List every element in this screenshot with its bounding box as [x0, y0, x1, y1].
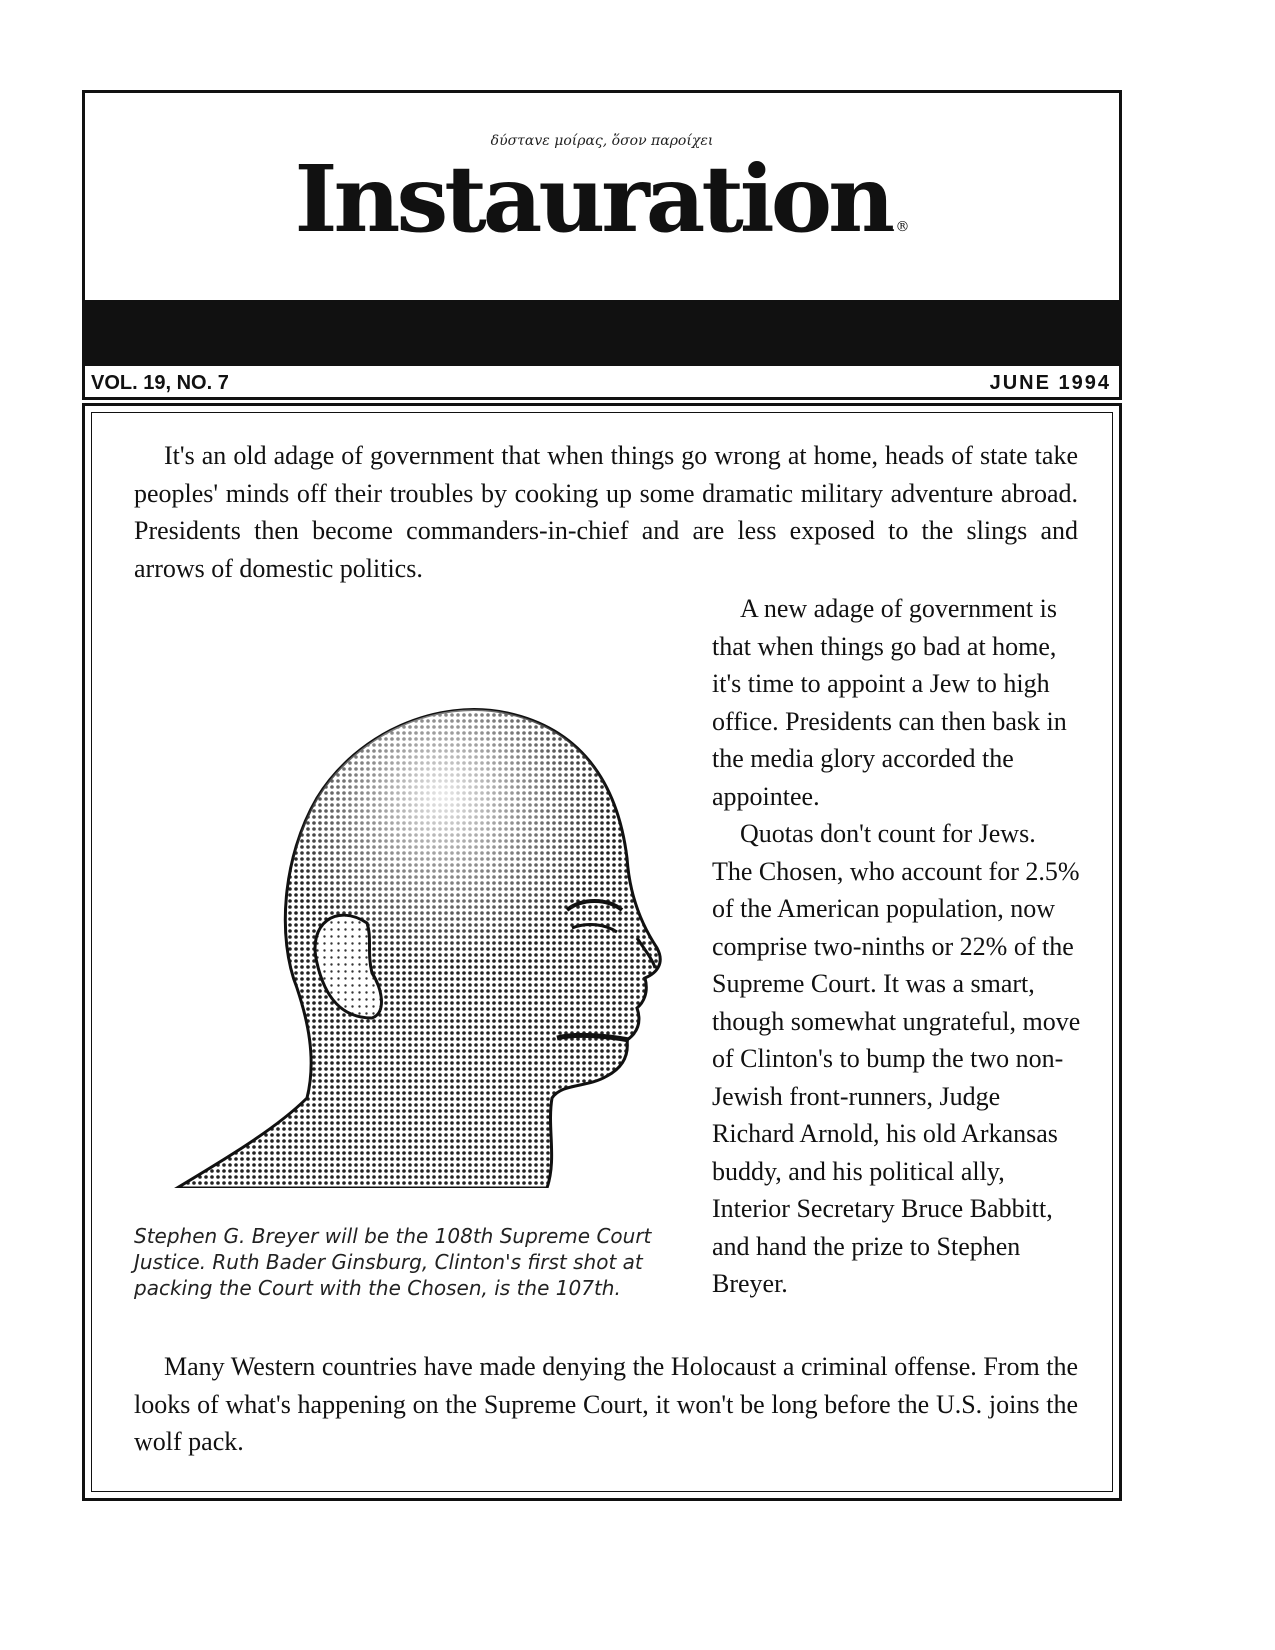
breyer-portrait-illustration — [167, 688, 667, 1188]
masthead — [82, 90, 1122, 400]
greek-motto: δύσταvε μοίρας, ὅσον παροίχει — [490, 133, 714, 149]
portrait-caption: Stephen G. Breyer will be the 108th Supreme Court Justice. Ruth Bader Ginsburg, Clinton's first shot at packing the Court with the Chosen, is the 107th. — [134, 1224, 652, 1300]
issue-bar — [85, 363, 1119, 401]
article-inner-frame — [91, 412, 1113, 1492]
masthead-black-bar — [85, 300, 1119, 363]
masthead-title — [85, 145, 1119, 253]
article-paragraph-1: It's an old adage of government that when things go wrong at home, heads of state take peoples' minds off their troubles by cooking up some dramatic military adventure abroad. Presidents then become commanders-in-chief and are less exposed to the slings and arrows of domestic politics. — [134, 441, 1078, 583]
title-text: Instauration — [294, 145, 892, 253]
article-paragraph-2: A new adage of government is that when things go bad at home, it's time to appoint a Jew to high office. Presidents can then bask in the media glory accorded the appointee. — [712, 594, 1067, 811]
article-paragraph-4: Many Western countries have made denying the Holocaust a criminal offense. From the looks of what's happening on the Supreme Court, it won't be long before the U.S. joins the wolf pack. — [134, 1352, 1078, 1456]
issue-date: JUNE 1994 — [989, 372, 1111, 394]
article-frame — [82, 403, 1122, 1501]
registered-mark: .® — [891, 219, 910, 235]
volume-number: VOL. 19, NO. 7 — [91, 372, 229, 394]
right-column — [712, 590, 1082, 1303]
article-paragraph-3: Quotas don't count for Jews. The Chosen, who account for 2.5% of the American population, now comprise two-ninths or 22% of the Supreme Court. It was a smart, though somewhat ungrateful, move of Clinton's to bump the two non-Jewish front-runners, Judge Richard Arnold, his old Arkansas buddy, and his political ally, Interior Secretary Bruce Babbitt, and hand the prize to Stephen Breyer. — [712, 819, 1081, 1298]
